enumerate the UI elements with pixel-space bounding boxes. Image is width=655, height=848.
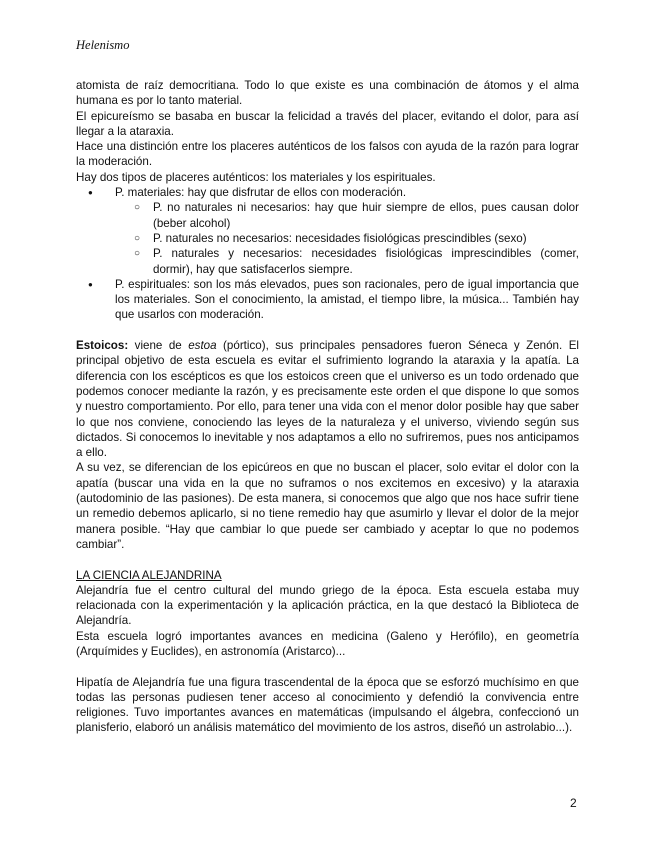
- sub-list-item: ○ P. no naturales ni necesarios: hay que huir siempre de ellos, pues causan dolor (beber alcohol): [76, 200, 579, 231]
- paragraph: Hipatía de Alejandría fue una figura trascendental de la época que se esforzó muchísimo en que todas las personas pudiesen tener acceso al conocimiento y defendió la convivencia entre religiones. Tuvo importantes avances en matemáticas (impulsando el álgebra, confeccionó un planisferio, elaboró un análisis matemático del movimiento de los astros, diseñó un astrolabio...).: [76, 675, 579, 735]
- estoicos-paragraph: [76, 338, 579, 460]
- list-item: ● P. materiales: hay que disfrutar de ellos con moderación.: [76, 185, 579, 200]
- page-number: 2: [570, 796, 577, 810]
- paragraph: atomista de raíz democritiana. Todo lo que existe es una combinación de átomos y el alma humana es por lo tanto material.: [76, 79, 579, 108]
- paragraph: Hay dos tipos de placeres auténticos: los materiales y los espirituales.: [76, 170, 436, 184]
- page-body: [76, 78, 579, 736]
- running-header: Helenismo: [76, 38, 130, 52]
- paragraph: Hace una distinción entre los placeres auténticos de los falsos con ayuda de la razón para lograr la moderación.: [76, 140, 579, 169]
- term-estoa: estoa: [188, 339, 217, 353]
- paragraph: A su vez, se diferencian de los epicúreos en que no buscan el placer, solo evitar el dolor con la apatía (buscar una vida en la que no suframos o nos excitemos en excesivo) y la ataraxia (autodominio de las pasiones). De esta manera, si conocemos que algo que nos hace sufrir tiene un remedio debemos aplicarlo, si no tiene remedio hay que asumirlo y llevar el dolor de la mejor manera posible. “Hay que cambiar lo que puede ser cambiado y aceptar lo que no podemos cambiar”.: [76, 461, 579, 551]
- paragraph: Alejandría fue el centro cultural del mundo griego de la época. Esta escuela estaba muy relacionada con la experimentación y la aplicación práctica, en la que destacó la Biblioteca de Alejandría.: [76, 583, 579, 628]
- list-item: ● P. espirituales: son los más elevados, pues son racionales, pero de igual importancia que los materiales. Son el conocimiento, la amistad, el tiempo libre, la música... También hay que usarlos con moderación.: [76, 277, 579, 323]
- section-heading: LA CIENCIA ALEJANDRINA: [76, 568, 222, 582]
- text-run: viene de: [128, 339, 189, 353]
- sub-list-item: ○ P. naturales y necesarios: necesidades fisiológicas imprescindibles (comer, dormir), hay que satisfacerlos siempre.: [76, 246, 579, 277]
- sub-list-item: ○ P. naturales no necesarios: necesidades fisiológicas prescindibles (sexo): [76, 231, 579, 246]
- estoicos-label: Estoicos:: [76, 339, 129, 353]
- text-run: (pórtico), sus principales pensadores fueron Séneca y Zenón. El principal objetivo de esta escuela es evitar el sufrimiento logrando la ataraxia y la apatía. La diferencia con los escépticos es que los estoicos creen que el universo es un todo ordenado que podemos conocer mediante la razón, y es precisamente este orden el que dispone lo que somos y nuestro comportamiento. Por ello, para tener una vida con el menor dolor posible hay que saber lo que nos conviene, conociendo las leyes de la naturaleza y el universo, viviendo según sus dictados. Si conocemos lo inevitable y nos adaptamos a ello no sufriremos, pues nos anticipamos a ello.: [76, 339, 579, 460]
- paragraph: Esta escuela logró importantes avances en medicina (Galeno y Herófilo), en geometría (Arquímides y Euclides), en astronomía (Aristarco)...: [76, 629, 579, 658]
- placeres-list: [76, 185, 579, 323]
- paragraph: El epicureísmo se basaba en buscar la felicidad a través del placer, evitando el dolor, para así llegar a la ataraxia.: [76, 109, 579, 138]
